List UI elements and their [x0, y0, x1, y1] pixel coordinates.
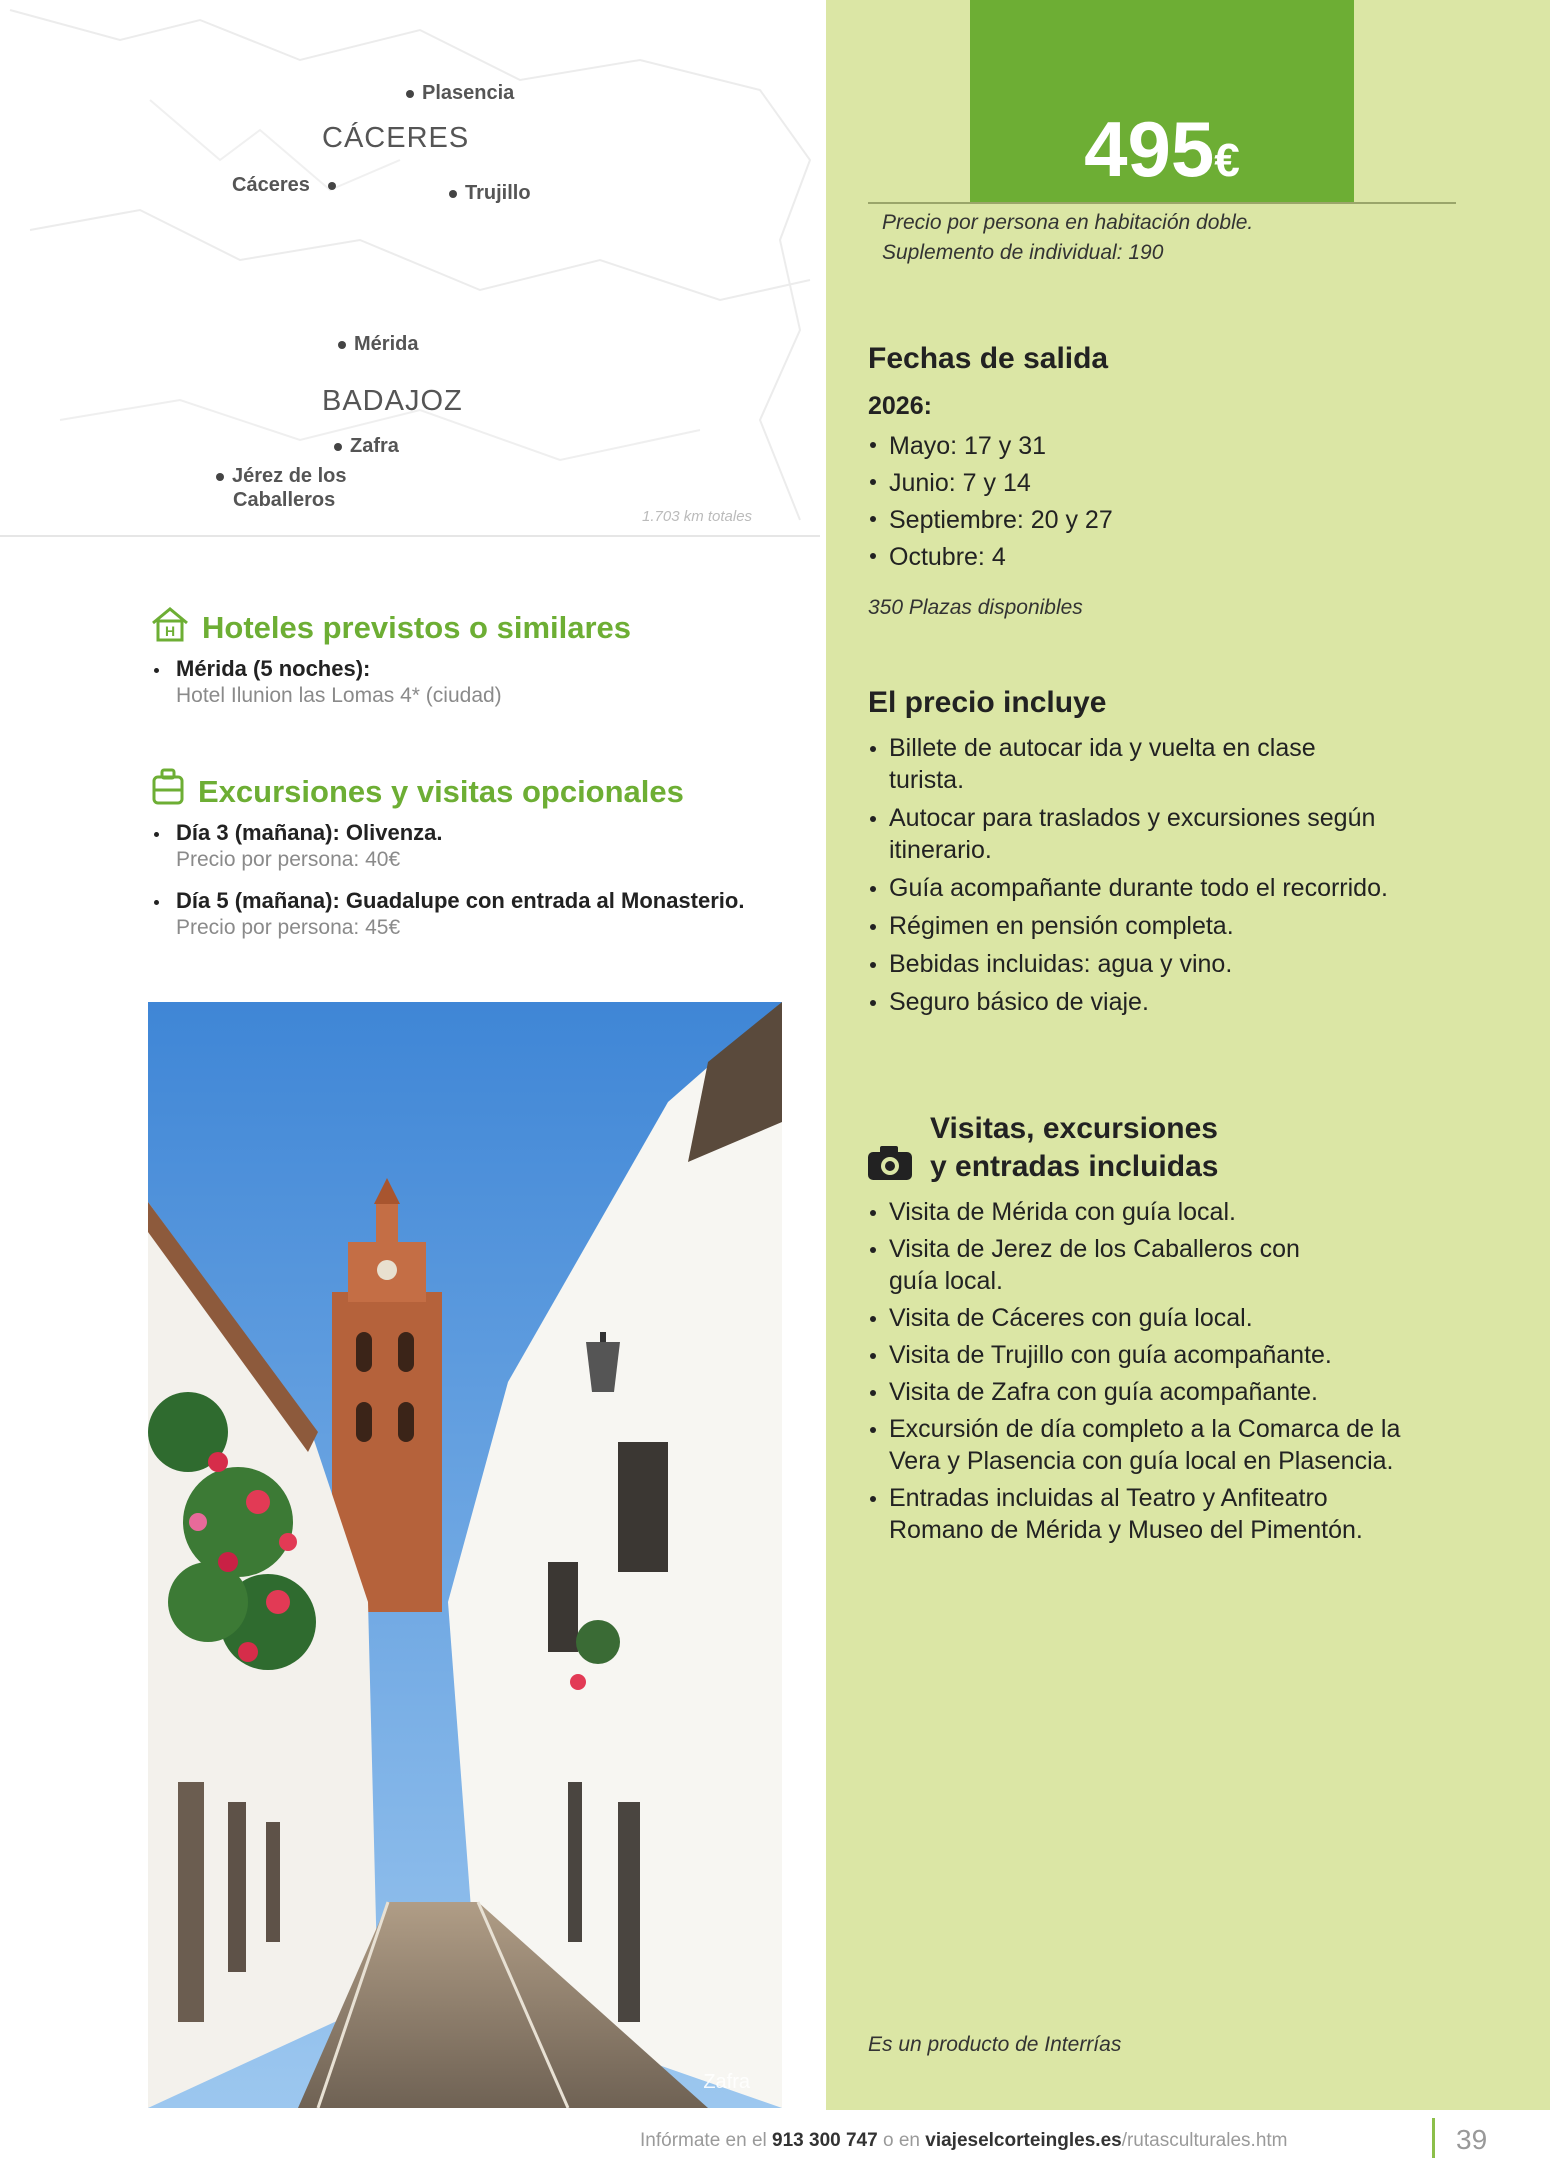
route-map — [0, 0, 820, 537]
includes-list — [868, 732, 1388, 1024]
price-note-line2: Suplemento de individual: 190 — [882, 241, 1164, 264]
price-note-line1: Precio por persona en habitación doble. — [882, 211, 1254, 234]
map-city-jerez: Jérez de los Caballeros — [216, 464, 347, 512]
departures-title: Fechas de salida — [868, 342, 1109, 375]
list-item: Autocar para traslados y excursiones según itinerario. — [868, 802, 1388, 866]
hotel-city: Mérida (5 noches): — [176, 656, 371, 681]
hotel-name: Hotel Ilunion las Lomas 4* (ciudad) — [176, 684, 502, 707]
list-item: Octubre: 4 — [868, 539, 1428, 576]
list-item: Junio: 7 y 14 — [868, 465, 1428, 502]
optional-item-price: Precio por persona: 45€ — [176, 916, 401, 939]
footer-divider — [1432, 2118, 1435, 2158]
visits-title-line2: y entradas incluidas — [930, 1150, 1219, 1183]
list-item: Visita de Zafra con guía acompañante. — [868, 1376, 1428, 1408]
footer-prefix: Infórmate en el — [640, 2130, 767, 2151]
info-panel — [826, 0, 1550, 2110]
list-item: Billete de autocar ida y vuelta en clase turista. — [868, 732, 1388, 796]
map-city-plasencia: Plasencia — [406, 82, 514, 105]
footer-contact — [640, 2130, 1288, 2152]
svg-text:H: H — [164, 623, 176, 639]
map-city-trujillo: Trujillo — [449, 182, 531, 205]
luggage-icon — [150, 768, 186, 814]
optional-item-1 — [176, 820, 443, 872]
departure-dates — [868, 428, 1428, 576]
list-item: Entradas incluidas al Teatro y Anfiteatro Romano de Mérida y Museo del Pimentón. — [868, 1482, 1428, 1546]
map-city-caceres: Cáceres — [232, 174, 336, 197]
optional-item-price: Precio por persona: 40€ — [176, 848, 401, 871]
photo-caption: Zafra — [703, 2071, 750, 2093]
map-province-caceres: CÁCERES — [322, 122, 470, 154]
hotel-entry — [176, 656, 502, 708]
page-number: 39 — [1456, 2124, 1488, 2155]
footer-middle: o en — [882, 2130, 920, 2151]
camera-icon — [866, 1144, 914, 1187]
visits-title — [930, 1110, 1218, 1186]
map-city-merida: Mérida — [338, 333, 418, 356]
producer-note: Es un producto de Interrías — [868, 2033, 1122, 2056]
zafra-street-photo — [148, 1002, 782, 2108]
list-item: Seguro básico de viaje. — [868, 986, 1388, 1018]
hotel-icon — [150, 606, 190, 650]
price-divider — [868, 202, 1456, 204]
list-item: Visita de Jerez de los Caballeros con guía local. — [868, 1233, 1319, 1297]
map-city-zafra: Zafra — [334, 435, 399, 458]
list-item: Visita de Mérida con guía local. — [868, 1196, 1428, 1228]
list-item: Régimen en pensión completa. — [868, 910, 1388, 942]
price-box — [970, 0, 1354, 203]
optional-title: Excursiones y visitas opcionales — [150, 768, 684, 814]
optional-item-label: Día 5 (mañana): Guadalupe con entrada al Monasterio. — [176, 888, 745, 913]
hotels-title: H Hoteles previstos o similares — [150, 606, 631, 650]
map-distance-note: 1.703 km totales — [642, 508, 753, 525]
optional-item-label: Día 3 (mañana): Olivenza. — [176, 820, 443, 845]
list-item: Bebidas incluidas: agua y vino. — [868, 948, 1388, 980]
list-item: Guía acompañante durante todo el recorrido. — [868, 872, 1388, 904]
list-item: Septiembre: 20 y 27 — [868, 502, 1428, 539]
list-item: Excursión de día completo a la Comarca de la Vera y Plasencia con guía local en Plasencia. — [868, 1413, 1428, 1477]
visits-list — [868, 1196, 1428, 1546]
footer-site-link[interactable]: viajeselcorteingles.es — [925, 2130, 1122, 2151]
price-note — [882, 208, 1253, 268]
map-province-badajoz: BADAJOZ — [322, 385, 463, 417]
seats-available: 350 Plazas disponibles — [868, 596, 1083, 619]
footer-phone[interactable]: 913 300 747 — [772, 2130, 878, 2151]
list-item: Visita de Cáceres con guía local. — [868, 1302, 1428, 1334]
departures-year: 2026: — [868, 392, 932, 420]
includes-title: El precio incluye — [868, 686, 1107, 719]
list-item: Visita de Trujillo con guía acompañante. — [868, 1339, 1428, 1371]
map-outline — [0, 0, 820, 535]
optional-item-2 — [176, 888, 744, 940]
visits-title-line1: Visitas, excursiones — [930, 1112, 1218, 1145]
list-item: Mayo: 17 y 31 — [868, 428, 1428, 465]
price-amount: 495€ — [1084, 105, 1240, 193]
footer-site-path[interactable]: /rutasculturales.htm — [1121, 2130, 1288, 2151]
